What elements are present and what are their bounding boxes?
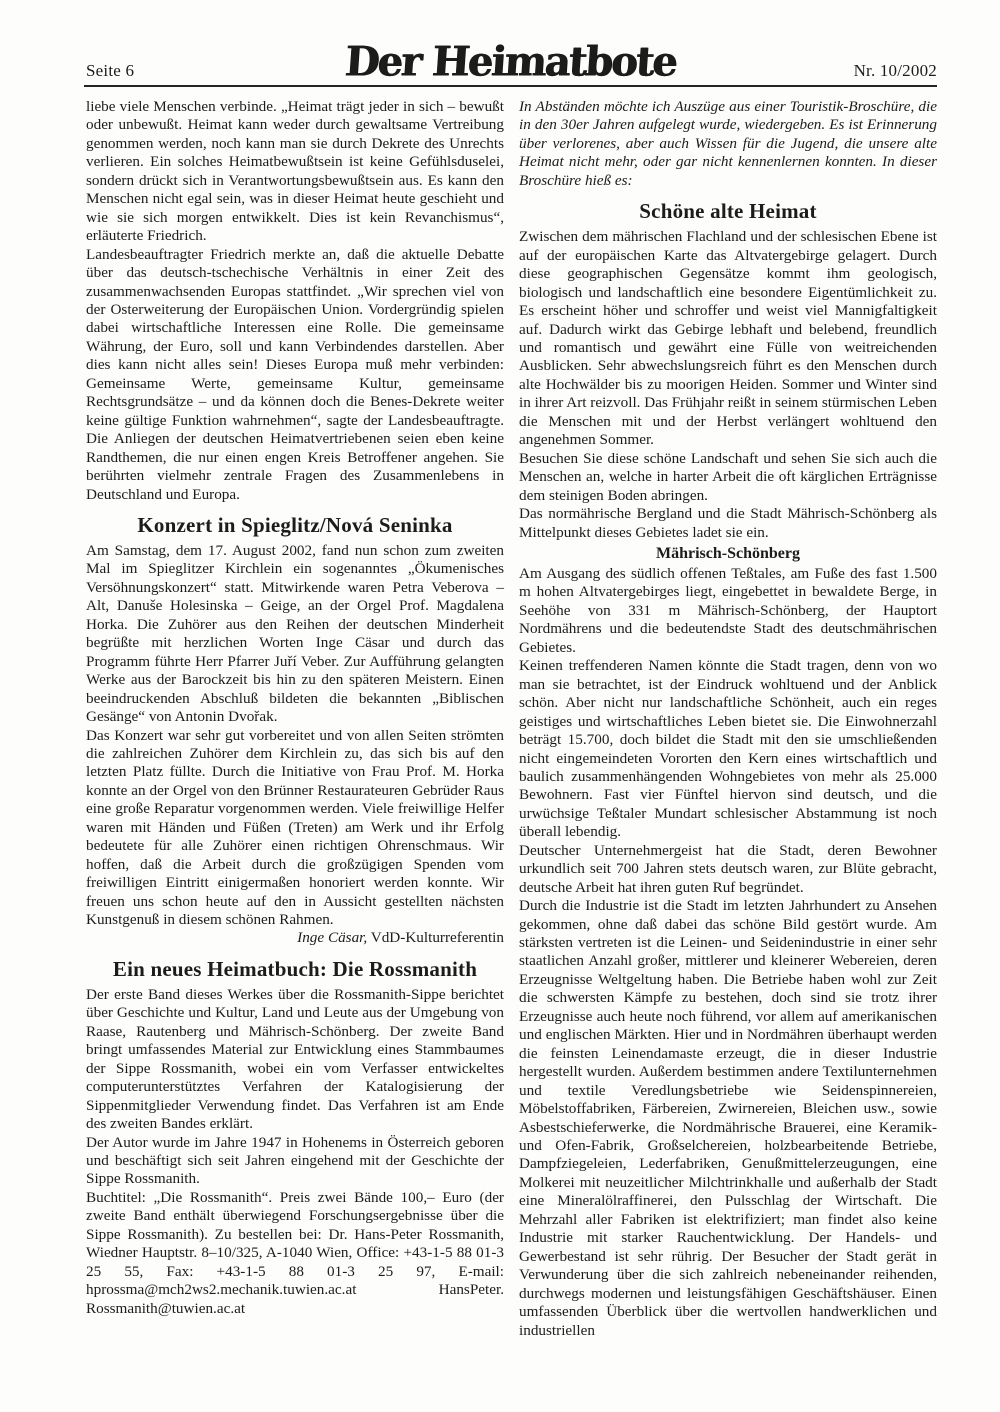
article-title-heimat: Schöne alte Heimat bbox=[639, 199, 817, 224]
paragraph: Am Ausgang des südlich offenen Teßtales, am Fuße des fast 1.500 m hohen Altvatergebirges liegt, eingebettet in bewaldete Berge, in Seehöhe von 331 m Mährisch-Schönberg, der Hauptort Nordmährens und die bedeutendste Stadt des deutschmährischen Gebietes. bbox=[519, 564, 937, 656]
paragraph: Der erste Band dieses Werkes über die Rossmanith-Sippe berichtet über Geschichte und Kultur, Land und Leute aus der Umgebung von Raase, Rautenberg und Mährisch-Schönberg. Der zweite Band bringt umfassendes Material zur Entwicklung eines Stammbaumes der Sippe Rossmanith, wobei ein vom Verfasser entwickeltes computerunterstütztes Verfahren der Katalogisierung der Sippenmitglieder Verwendung findet. Das Verfahren ist am Ende des zweiten Bandes erklärt. bbox=[86, 985, 504, 1133]
left-column bbox=[86, 98, 504, 1340]
paragraph: Durch die Industrie ist die Stadt im letzten Jahrhundert zu Ansehen gekommen, ohne daß dabei das schöne Bild gestört wurde. Am stärksten vertreten ist die Leinen- und Seidenindustrie in einer sehr staatlichen Anzahl großer, mittlerer und kleinerer Webereien, deren Erzeugnisse Weltgeltung haben. Die Betriebe haben wohl zur Zeit die schwersten Kämpfe zu bestehen, doch sind sie trotz ihrer Erzeugnisse auch heute noch führend, vor allem auf amerikanischen und englischen Märkten. Hier und in Nordmähren überhaupt werden die feinsten Leinendamaste erzeugt, die in dieser Industrie hergestellt wurden. Außerdem bestimmen andere Textilunternehmen und textile Veredlungsbetriebe wie Seidenspinnereien, Möbelstoffabriken, Färbereien, Zwirnereien, Bleichen usw., sowie Asbestschieferwerke, die Nordmährische Brauerei, eine Keramik- und Ofen-Fabrik, Großselchereien, holzbearbeitende Betriebe, Dampfziegeleien, Lederfabriken, Genußmittelerzeugungen, eine Molkerei mit neuzeitlicher Milchtrinkhalle und außerhalb der Stadt eine Mineralölraffinerei, den Pulsschlag der Wirtschaft. Die Mehrzahl aller Fabriken ist elektrifiziert; man findet also keine Industrie mit starker Rauchentwicklung. Der Handels- und Gewerbestand ist sehr rührig. Der Besucher der Stadt gerät in Verwunderung über die sich zahlreich nebeneinander reihenden, durchwegs modernen und leistungsfähigen Geschäftshäuser. Einen umfassenden Überblick über die wertvollen handwerklichen und industriellen bbox=[519, 897, 937, 1339]
paragraph: Das normährische Bergland und die Stadt Mährisch-Schönberg als Mittelpunkt dieses Gebietes ladet sie ein. bbox=[519, 505, 937, 541]
byline-author: Inge Cäsar, bbox=[297, 929, 368, 947]
paragraph: Zwischen dem mährischen Flachland und der schlesischen Ebene ist auf der europäischen Karte das Altvatergebirge gelagert. Durch diese geographischen Gegensätze kommt ihm geologisch, biologisch und landschaftlich eine besondere Eigentümlichkeit zu. Es erscheint höher und schroffer und weist viel Mannigfaltigkeit auf. Dadurch wirkt das Gebirge lebhaft und belebend, freundlich und romantisch und gewährt eine Fülle von weitreichenden Ausblicken. Sehr abwechslungsreich führt es den Menschen durch alte Hochwälder bis zu moorigen Heiden. Sommer und Winter sind in ihrer Art reizvoll. Das Frühjahr reißt in seinem stürmischen Leben die Menschen mit und der Herbst verlängert wohltuend den angenehmen Sommer. bbox=[519, 228, 937, 449]
paragraph: Der Autor wurde im Jahre 1947 in Hohenems in Österreich geboren und beschäftigt sich seit Jahren eingehend mit der Geschichte der Sippe Rossmanith. bbox=[86, 1133, 504, 1188]
page-number-label: Seite 6 bbox=[86, 61, 135, 80]
paragraph: Das Konzert war sehr gut vorbereitet und von allen Seiten strömten die zahlreichen Zuhörer dem Kirchlein zu, das sich bis auf den letzten Platz füllte. Durch die Initiative von Frau Prof. M. Horka konnte an der Orgel von den Brünner Restaurateuren Gebrüder Raus eine große Reparatur vorgenommen werden. Viele freiwillige Helfer waren mit Händen und Füßen (Treten) am Werk und ihr Erfolg bedeutete für alle Zuhörer einen richtigen Ohrenschmaus. Wir hoffen, daß die Arbeit durch die großzügigen Spenden vom freiwilligen Eintritt einigermaßen honoriert werden konnte. Wir freuen uns schon heute auf den in Aussicht gestellten nächsten Kunstgenuß in diesem schönen Rahmen. bbox=[86, 726, 504, 929]
subsection-title: Mährisch-Schönberg bbox=[656, 544, 800, 562]
issue-number-label: Nr. 10/2002 bbox=[853, 61, 937, 80]
paragraph: Am Samstag, dem 17. August 2002, fand nun schon zum zweiten Mal im Spieglitzer Kirchlein ein sogenanntes „Ökumenisches Versöhnungskonzert“ statt. Mitwirkende waren Petra Veberova – Alt, Danuše Holesinska – Geige, an der Orgel Prof. Magdalena Horka. Die Zuhörer aus den Reihen der deutschen Minderheit begrüßte mit herzlichen Worten Inge Cäsar und durch das Programm führte Herr Pfarrer Juří Veber. Zur Aufführung gelangten Werke aus der Barockzeit bis hin zu den späteren Meistern. Einen beeindruckenden Abschluß bildeten die bekannten „Biblischen Gesänge“ von Antonin Dvořak. bbox=[86, 541, 504, 726]
byline bbox=[86, 929, 504, 947]
page-header bbox=[84, 36, 937, 87]
paragraph: Landesbeauftragter Friedrich merkte an, daß die aktuelle Debatte über das deutsch-tschechische Verhältnis in einer Zeit des zusammenwachsenden Europas stattfindet. „Wir sprechen viel von der Osterweiterung der Europäischen Union. Vordergründig spielen dabei wirtschaftliche Interessen eine Rolle. Die gemeinsame Währung, der Euro, soll und kann Verbindendes darstellen. Aber dies kann nicht alles sein! Dieses Europa muß mehr verbinden: Gemeinsame Werte, gemeinsame Kultur, gemeinsame Rechtsgrundsätze – und da können doch die Benes-Dekrete weiter keine gültige Funktion wahrnehmen“, sagte der Landesbeauftragte. Die Anliegen der deutschen Heimatvertriebenen seien eben keine Randthemen, die nur einen engen Kreis Betroffener angehen. Sie berührten vielmehr zentrale Fragen des Zusammenlebens in Deutschland und Europa. bbox=[86, 245, 504, 503]
article-title-concert: Konzert in Spieglitz/Nová Seninka bbox=[137, 512, 453, 537]
editor-intro: In Abständen möchte ich Auszüge aus einer Touristik-Broschüre, die in den 30er Jahren aufgelegt wurde, wiedergeben. Es ist Erinnerung über verlorenes, aber auch Wissen für die Jugend, die unsere alte Heimat nicht mehr, oder gar nicht kennenlernen konnten. In dieser Broschüre hieß es: bbox=[519, 98, 937, 189]
paragraph: Buchtitel: „Die Rossmanith“. Preis zwei Bände 100,– Euro (der zweite Band enthält überwiegend Forschungsergebnisse über die Sippe Rossmanith). Zu bestellen bei: Dr. Hans-Peter Rossmanith, Wiedner Hauptstr. 8–10/325, A-1040 Wien, Office: +43-1-5 88 01-3 25 55, Fax: +43-1-5 88 01-3 25 97, E-mail: hprossma@mch2ws2.mechanik.tuwien.ac.at HansPeter. Rossmanith@tuwien.ac.at bbox=[86, 1188, 504, 1317]
right-column bbox=[519, 98, 937, 1340]
byline-role: VdD-Kulturreferentin bbox=[367, 929, 504, 947]
paragraph: liebe viele Menschen verbinde. „Heimat trägt jeder in sich – bewußt oder unbewußt. Heimat kann weder durch gewaltsame Vertreibung genommen werden, noch kann man sie durch Dekrete des Unrechts verlieren. Ein solches Heimatbewußtsein ist keine Gefühlsduselei, sondern drückt sich in Verantwortungsbewußtsein aus. Es kann den Menschen nicht egal sein, was in dieser Heimat heute geschieht und wie sie sich morgen entwikkelt. Dies ist kein Revanchismus“, erläuterte Friedrich. bbox=[86, 98, 504, 245]
paragraph: Deutscher Unternehmergeist hat die Stadt, deren Bewohner urkundlich seit 700 Jahren stets deutsch waren, zur Blüte gebracht, deutsche Arbeit hat ihren guten Ruf begründet. bbox=[519, 841, 937, 896]
paragraph: Keinen treffenderen Namen könnte die Stadt tragen, denn von wo man sie betrachtet, ist der Eindruck wohltuend und der Anblick schön. Aber nicht nur landschaftliche Schönheit, auch ein reges geistiges und wirtschaftliches Leben bietet sie. Die Einwohnerzahl beträgt 15.700, doch bildet die Stadt mit den sie umschließenden nicht eingemeindeten Vororten den Kern eines wirtschaftlich und baulich zusammenhängenden Wohngebietes von mehr als 25.000 Bewohnern. Fast vier Fünftel hiervon sind deutsch, und die urwüchsige Teßtaler Mundart schlesischer Abstammung ist noch überall lebendig. bbox=[519, 657, 937, 841]
article-title-book: Ein neues Heimatbuch: Die Rossmanith bbox=[112, 956, 478, 981]
masthead-logo: Der Heimatbote bbox=[343, 37, 678, 86]
page-body bbox=[86, 98, 937, 1340]
paragraph: Besuchen Sie diese schöne Landschaft und sehen Sie sich auch die Menschen an, welche in harter Arbeit die oft kärglichen Erträgnisse dem steinigen Boden abringen. bbox=[519, 449, 937, 504]
